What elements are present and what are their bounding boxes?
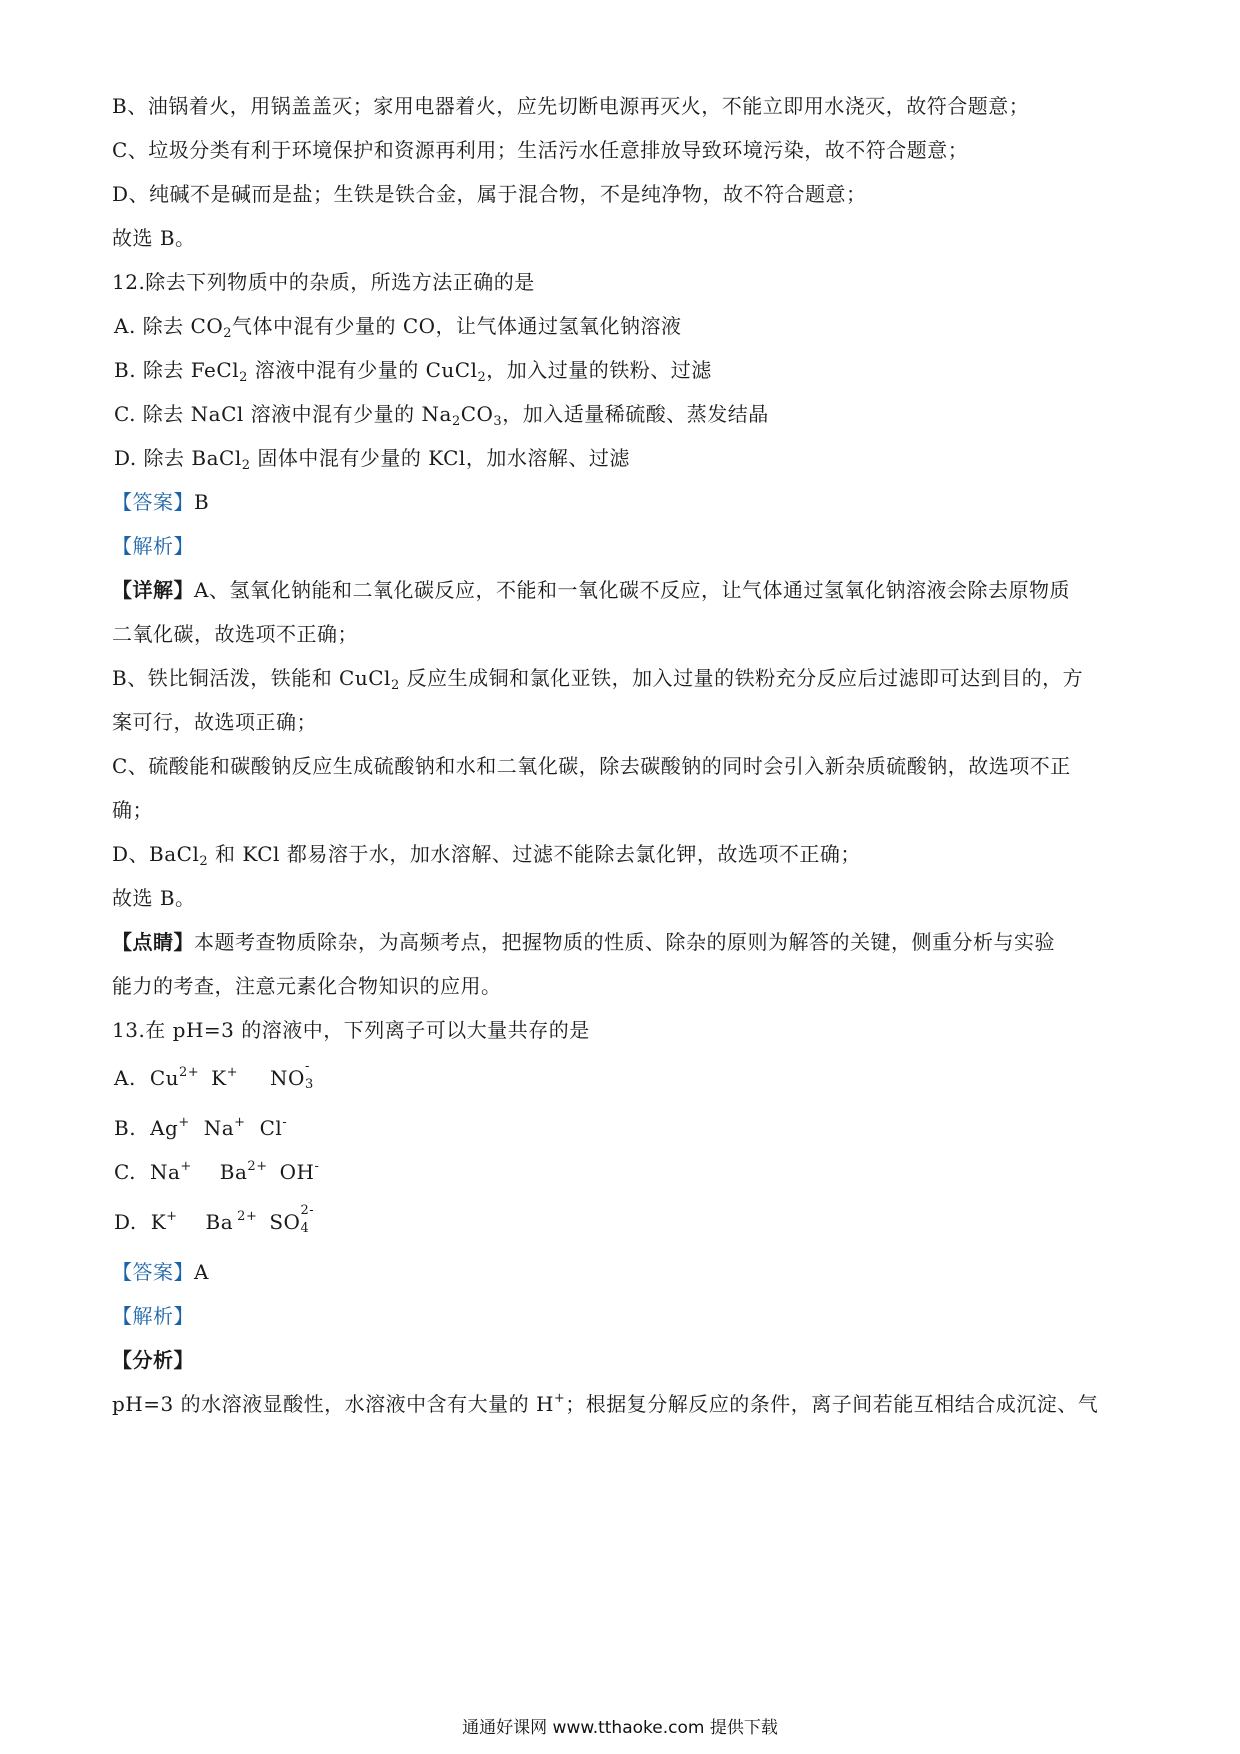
question-12: 12.除去下列物质中的杂质，所选方法正确的是 xyxy=(112,270,535,294)
analysis-tag-12: 【解析】 xyxy=(112,534,194,558)
question-12-option-b: B. 除去 FeCl$_2$ 溶液中混有少量的 CuCl$_2$，加入过量的铁粉、过滤 xyxy=(114,358,712,385)
answer-13: 【答案】A xyxy=(112,1260,209,1284)
comment-line: 【点睛】本题考查物质除杂，为高频考点，把握物质的性质、除杂的原则为解答的关键，侧重分析与实验 xyxy=(112,930,1055,954)
text-line: 故选 B。 xyxy=(112,226,196,250)
question-13-option-b: B. Ag+ Na+ Cl- xyxy=(114,1115,288,1140)
question-13-option-d: D. K+ Ba $^{2+}$ SO 2- 4 xyxy=(114,1203,315,1236)
detail-line: 案可行，故选项正确； xyxy=(112,710,317,734)
detail-line: 二氧化碳，故选项不正确； xyxy=(112,622,358,646)
analysis-line: pH=3 的水溶液显酸性，水溶液中含有大量的 H+；根据复分解反应的条件，离子间若能互相结合成沉淀、气 xyxy=(112,1391,1099,1416)
question-12-option-c: C. 除去 NaCl 溶液中混有少量的 $Na_2CO_3$，加入适量稀硫酸、蒸发结晶 xyxy=(114,402,769,429)
text-line: D、纯碱不是碱而是盐；生铁是铁合金，属于混合物，不是纯净物，故不符合题意； xyxy=(112,182,867,206)
detail-line: 【详解】A、氢氧化钠能和二氧化碳反应，不能和一氧化碳不反应，让气体通过氢氧化钠溶液会除去原物质 xyxy=(112,578,1070,602)
question-13-option-a: A. $Cu^{2+}$ K+ NO - 3 xyxy=(114,1059,314,1092)
detail-line: C、硫酸能和碳酸钠反应生成硫酸钠和水和二氧化碳，除去碳酸钠的同时会引入新杂质硫酸钠，故选项不正 xyxy=(112,754,1071,778)
question-13-option-c: C. Na+ $Ba^{2+}$ OH- xyxy=(114,1159,320,1184)
analysis-tag-13: 【解析】 xyxy=(112,1304,194,1328)
answer-12: 【答案】B xyxy=(112,490,210,514)
text-line: B、油锅着火，用锅盖盖灭；家用电器着火，应先切断电源再灭火，不能立即用水浇灭，故符合题意； xyxy=(112,94,1030,118)
detail-line: 确； xyxy=(112,798,153,822)
text-line: C、垃圾分类有利于环境保护和资源再利用；生活污水任意排放导致环境污染，故不符合题意； xyxy=(112,138,969,162)
analysis-heading: 【分析】 xyxy=(112,1348,194,1372)
question-13: 13.在 pH=3 的溶液中，下列离子可以大量共存的是 xyxy=(112,1018,590,1042)
detail-line: B、铁比铜活泼，铁能和 CuCl$_2$ 反应生成铜和氯化亚铁，加入过量的铁粉充分反应后过滤即可达到目的，方 xyxy=(112,666,1084,693)
detail-line: D、BaCl$_2$ 和 KCl 都易溶于水，加水溶解、过滤不能除去氯化钾，故选项不正确； xyxy=(112,842,861,869)
answer-tag: 【答案】 xyxy=(112,1260,194,1284)
question-12-option-d: D. 除去 BaCl$_2$ 固体中混有少量的 KCl，加水溶解、过滤 xyxy=(114,446,630,473)
answer-tag: 【答案】 xyxy=(112,490,194,514)
comment-line: 能力的考查，注意元素化合物知识的应用。 xyxy=(112,974,502,998)
detail-line: 故选 B。 xyxy=(112,886,196,910)
question-12-option-a: A. 除去 $CO_2$气体中混有少量的 CO，让气体通过氢氧化钠溶液 xyxy=(114,314,682,341)
page-footer: 通通好课网 www.tthaoke.com 提供下载 xyxy=(462,1718,778,1738)
